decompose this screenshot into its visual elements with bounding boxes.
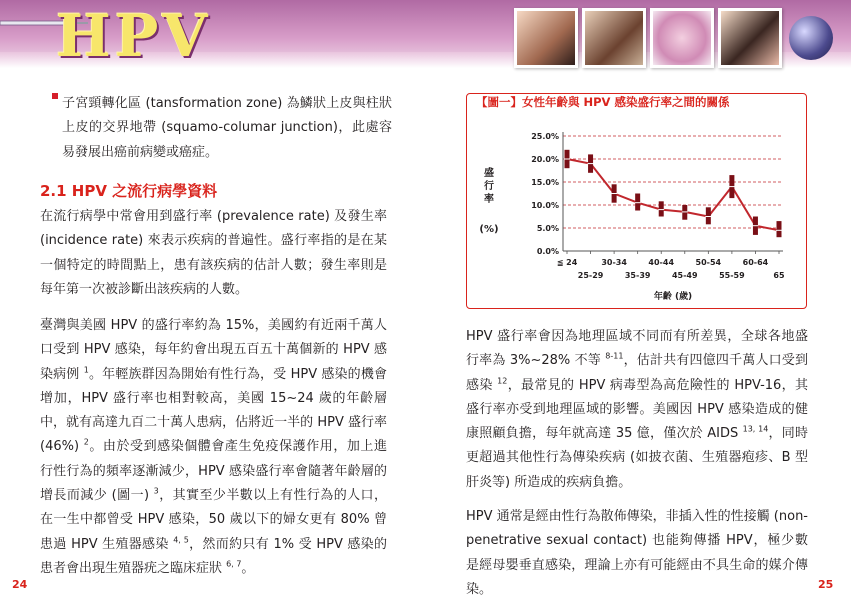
bullet-marker (52, 93, 58, 99)
right-paragraph-2: HPV 通常是經由性行為散佈傳染，非插入性的性接觸 (non-penetrative sexual contact) 也能夠傳播 HPV，極少數是經母嬰垂直感染，理論上亦有可能經由不具生命的媒介傳染。 (466, 509, 808, 597)
header-photo-4 (718, 8, 782, 68)
error-bar (777, 221, 782, 237)
page-number-right: 25 (818, 578, 834, 591)
x-tick-label: 60-64 (742, 258, 769, 267)
y-tick-label: 15.0% (531, 178, 559, 187)
series-line (567, 159, 779, 230)
citation-4-5: 4, 5 (173, 535, 189, 545)
x-tick-label: 30-34 (601, 258, 627, 267)
citation-12: 12 (497, 376, 508, 386)
citation-8-11: 8-11 (605, 351, 624, 361)
x-tick-label: 65 (773, 271, 785, 280)
figure-title: 【圖一】女性年齡與 HPV 感染盛行率之間的關係 (476, 95, 730, 109)
left-para2-part-b: 。年輕族群因為開始有性行為，受 HPV 感染的機會增加，HPV 盛行率也相對較高，美國 15~24 歲的年齡層中，就有高達九百二十萬人患病，佔將近一半的 HPV 盛行率 (46%) (40, 366, 387, 455)
x-tick-label: 45-49 (671, 271, 698, 280)
y-tick-label: 25.0% (531, 132, 559, 141)
y-tick-label: 20.0% (531, 155, 559, 164)
figure-box (466, 93, 807, 309)
left-para2-part-c: 。由於受到感染個體會產生免疫保護作用，加上進行性行為的頻率逐漸減少，HPV 感染盛行率會隨著年齡層的增長而減少 (圖一) (40, 439, 387, 504)
y-tick-label: 5.0% (536, 224, 559, 233)
left-para2-part-d: ，其實至少半數以上有性行為的人口，在一生中都曾受 HPV 感染，50 歲以下的婦女更有 80% 曾患過 HPV 生殖器感染 (40, 488, 387, 552)
y-axis-unit: (%) (479, 224, 499, 235)
bullet-text: 子宮頸轉化區 (tansformation zone) 為鱗狀上皮與柱狀上皮的交界地帶 (squamo-columar junction)，此處容易發展出癌前病變或癌症。 (62, 96, 392, 160)
x-tick-label: 55-59 (719, 271, 745, 280)
virus-icon (789, 16, 833, 60)
x-axis-label: 年齡 (歲) (653, 292, 693, 302)
header-photo-3 (650, 8, 714, 68)
header-photo-1 (514, 8, 578, 68)
right-para1-part-d: ，同時更超過其他性行為傳染疾病 (如披衣菌、生殖器疱疹、B 型肝炎等) 所造成的疾病負擔。 (466, 426, 808, 490)
error-bar (706, 207, 711, 224)
citation-2: 2 (83, 438, 89, 448)
y-tick-label: 10.0% (531, 201, 559, 210)
error-bar (659, 201, 664, 216)
right-para1-part-b: ，估計共有四億四千萬人口受到感染 (466, 353, 808, 393)
y-axis-label-char: 率 (484, 194, 494, 205)
section-heading: 2.1 HPV 之流行病學資料 (40, 182, 218, 200)
x-tick-label: 25-29 (577, 271, 604, 280)
x-tick-label: 35-39 (624, 271, 651, 280)
left-para2-part-f: 。 (241, 560, 255, 576)
left-paragraph-2 (40, 314, 387, 581)
citation-6-7: 6, 7 (226, 559, 242, 569)
hpv-logo: HPV (56, 2, 212, 70)
error-bar (635, 194, 640, 211)
x-tick-label: 50-54 (695, 258, 722, 267)
y-tick-label: 0.0% (536, 247, 559, 256)
citation-3: 3 (153, 486, 159, 496)
citation-13-14: 13, 14 (742, 424, 769, 434)
y-axis-label-char: 盛 (484, 168, 494, 179)
page-number-left: 24 (12, 578, 28, 591)
header-photo-2 (582, 8, 646, 68)
y-axis-label-char: 行 (484, 181, 494, 192)
left-para2-part-a: 臺灣與美國 HPV 的盛行率約為 15%，美國約有近兩千萬人口受到 HPV 感染，每年約會出現五百五十萬個新的 HPV 感染病例 (40, 318, 387, 382)
citation-1: 1 (83, 365, 89, 375)
left-para2-part-e: ，然而約只有 1% 受 HPV 感染的患者會出現生殖器疣之臨床症狀 (40, 536, 388, 576)
right-paragraph-1 (466, 325, 808, 495)
left-paragraph-1: 在流行病學中常會用到盛行率 (prevalence rate) 及發生率 (incidence rate) 來表示疾病的普遍性。盛行率指的是在某一個特定的時間點上，患有該疾病的估計人數；發生率則是每年第一次被診斷出該疾病的人數。 (40, 209, 387, 297)
x-tick-label: ≦ 24 (556, 258, 578, 267)
prevalence-chart (467, 94, 806, 308)
right-para1-part-c: ，最常見的 HPV 病毒型為高危險性的 HPV-16，其盛行率亦受到地理區域的影響。美國因 HPV 感染造成的健康照顧負擔，每年就高達 35 億，僅次於 AIDS (466, 377, 808, 442)
right-para1-part-a: HPV 盛行率會因為地理區域不同而有所差異，全球各地盛行率為 3%~28% 不等 (466, 329, 808, 369)
x-tick-label: 40-44 (648, 258, 675, 267)
